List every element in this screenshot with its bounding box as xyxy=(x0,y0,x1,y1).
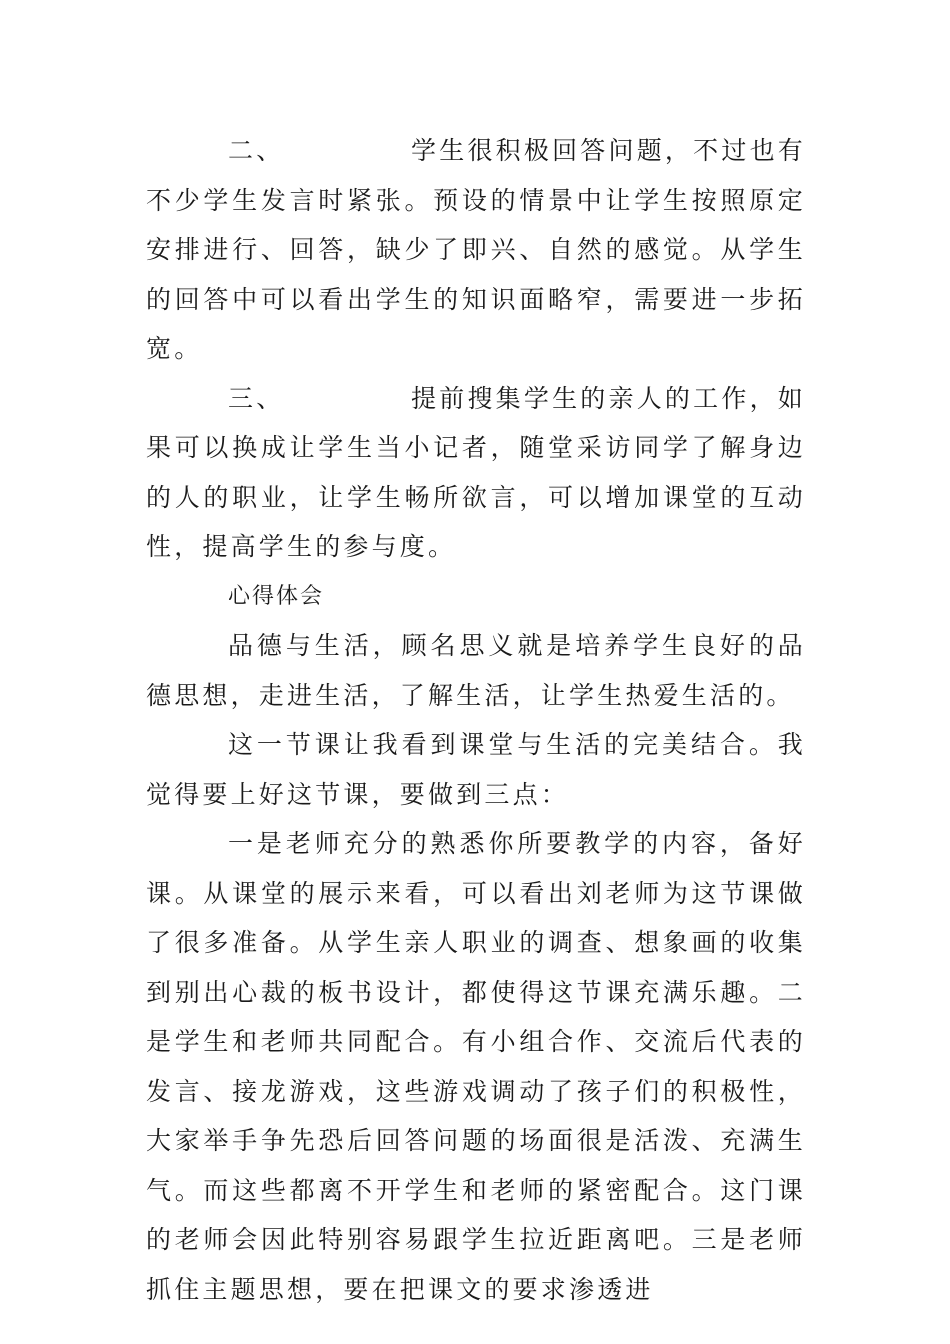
body-paragraph: 品德与生活，顾名思义就是培养学生良好的品德思想，走进生活，了解生活，让学生热爱生活的。 xyxy=(146,631,806,710)
numbered-paragraph-2 xyxy=(146,126,806,374)
paragraph-number: 三、 xyxy=(228,383,285,413)
paragraph-text: 学生很积极回答问题，不过也有不少学生发言时紧张。预设的情景中让学生按照原定安排进行、回答，缺少了即兴、自然的感觉。从学生的回答中可以看出学生的知识面略窄，需要进一步拓宽。 xyxy=(146,136,806,363)
section-title: 心得体会 xyxy=(228,583,325,609)
document-body xyxy=(146,126,806,1314)
numbered-paragraph-3 xyxy=(146,374,806,572)
body-paragraph: 这一节课让我看到课堂与生活的完美结合。我觉得要上好这节课，要做到三点： xyxy=(146,730,806,809)
paragraph-text: 提前搜集学生的亲人的工作，如果可以换成让学生当小记者，随堂采访同学了解身边的人的职业，让学生畅所欲言，可以增加课堂的互动性，提高学生的参与度。 xyxy=(146,383,806,561)
paragraph-number: 二、 xyxy=(228,136,285,165)
body-paragraph: 一是老师充分的熟悉你所要教学的内容，备好课。从课堂的展示来看，可以看出刘老师为这节课做了很多准备。从学生亲人职业的调查、想象画的收集到别出心裁的板书设计，都使得这节课充满乐趣。二是学生和老师共同配合。有小组合作、交流后代表的发言、接龙游戏，这些游戏调动了孩子们的积极性，大家举手争先恐后回答问题的场面很是活泼、充满生气。而这些都离不开学生和老师的紧密配合。这门课的老师会因此特别容易跟学生拉近距离吧。三是老师抓住主题思想，要在把课文的要求渗透进 xyxy=(146,829,806,1304)
